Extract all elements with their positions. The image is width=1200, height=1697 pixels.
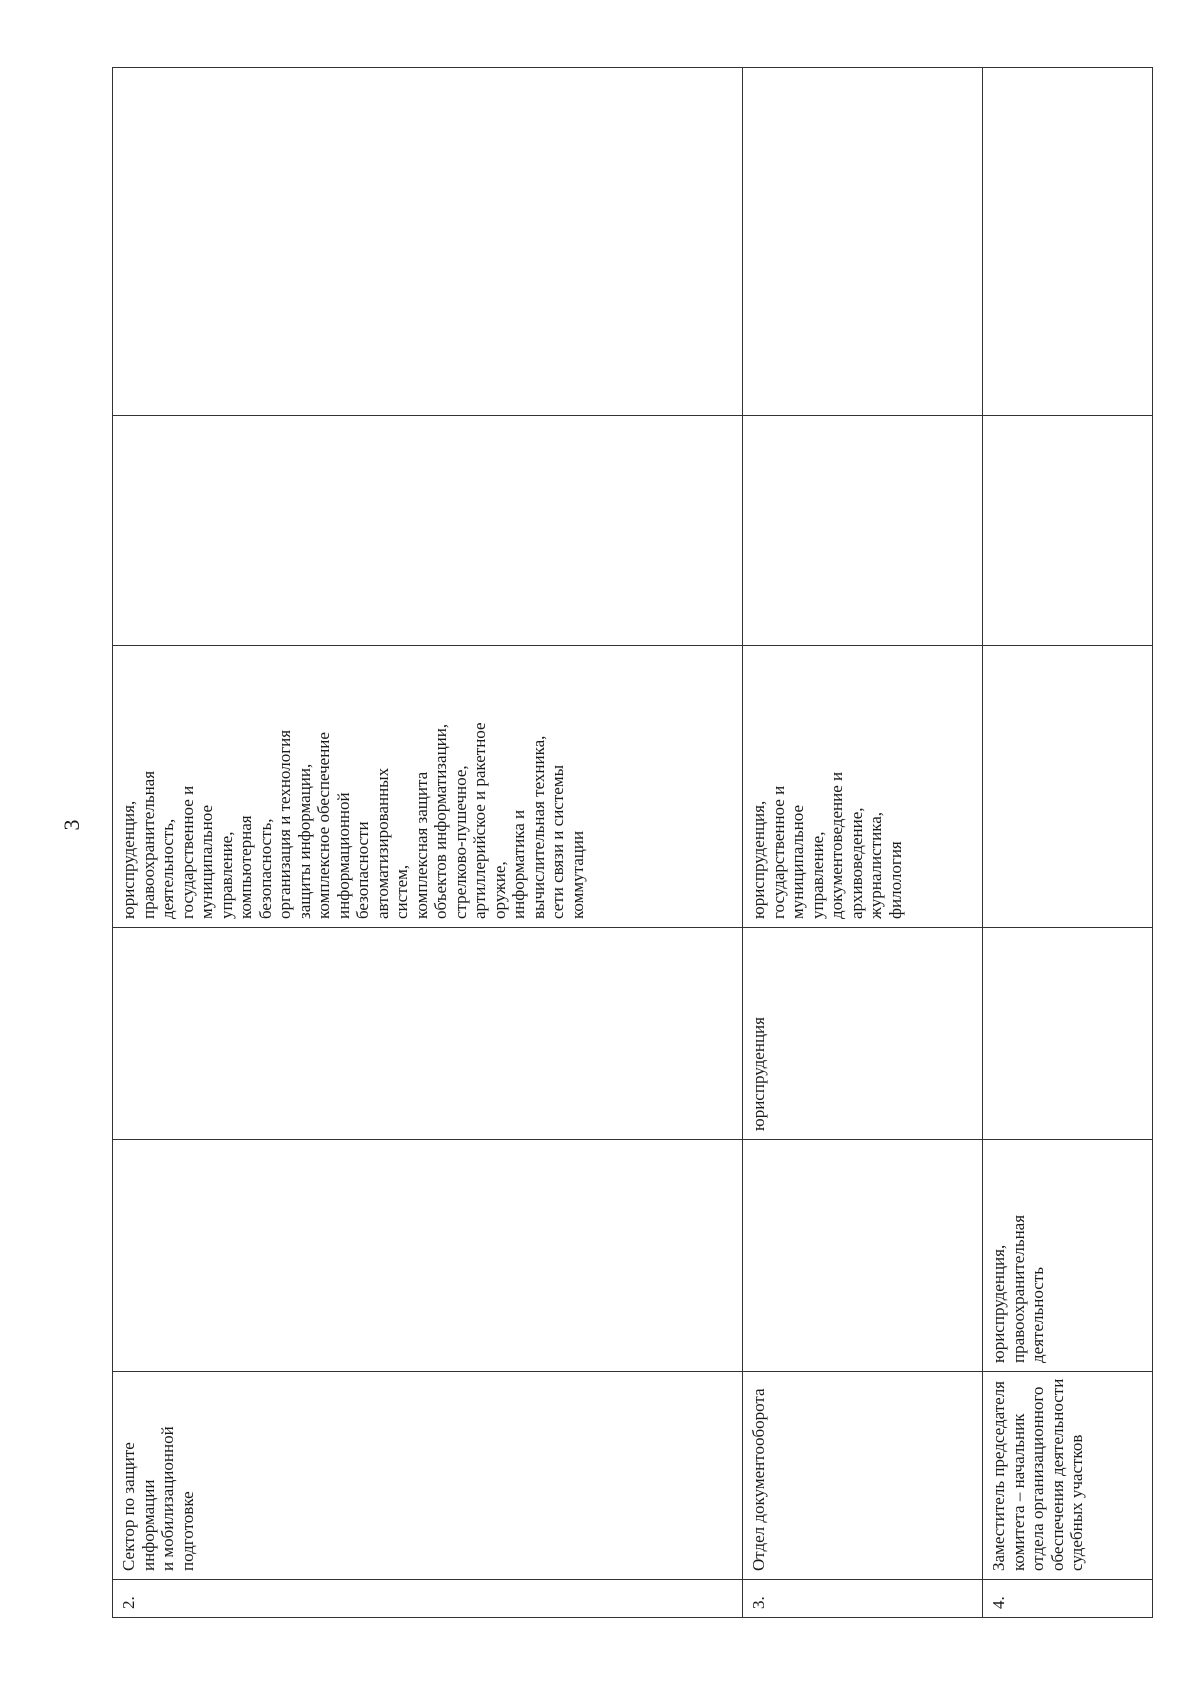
text-line: юриспруденция, [749, 800, 768, 919]
text-line: организация и технология [275, 729, 294, 919]
text-line: стрелково-пушечное, [450, 765, 470, 919]
text-line: защиты информации, [294, 763, 314, 919]
text-line: документоведение и [827, 771, 846, 919]
cell-col-e [983, 68, 1153, 416]
cell-col-d [113, 416, 743, 646]
cell-col-b [113, 928, 743, 1140]
text-line: муниципальное [788, 804, 807, 919]
page-number: 3 [59, 819, 84, 831]
department-name [113, 1372, 743, 1580]
text-line: архивоведение, [846, 807, 866, 919]
text-line: вычислительная техника, [528, 735, 548, 919]
cell-col-a [113, 1140, 743, 1372]
table-row [113, 68, 743, 1618]
text-line: юриспруденция, [119, 800, 138, 919]
text-line: филология [885, 841, 905, 919]
text-line: журналистика, [866, 812, 885, 919]
department-name [743, 1372, 983, 1580]
text-line: объектов информатизации, [431, 723, 450, 919]
text-line: обеспечения деятельности [1047, 1378, 1067, 1571]
cell-col-e [113, 68, 743, 416]
cell-col-c [113, 646, 743, 928]
text-line: отдела организационного [1028, 1386, 1047, 1571]
table-row [743, 68, 983, 1618]
text-line: безопасность, [255, 818, 275, 919]
text-line: юриспруденция, [989, 1244, 1008, 1363]
cell-col-d [983, 416, 1153, 646]
text-line: муниципальное [197, 804, 216, 919]
cell-col-a [983, 1140, 1153, 1372]
row-number: 4. [983, 1580, 1153, 1618]
text-line: информатика и [509, 809, 528, 919]
cell-col-c [743, 646, 983, 928]
text-line: информационной [333, 792, 353, 919]
text-line: правоохранительная [1008, 1214, 1028, 1363]
text-line: автоматизированных [372, 767, 392, 919]
cell-col-c [983, 646, 1153, 928]
row-number: 2. [113, 1580, 743, 1618]
text-line: и мобилизационной [158, 1426, 177, 1571]
text-line: государственное и [768, 785, 788, 919]
text-line: деятельность [1028, 1267, 1047, 1363]
text-line: подготовке [177, 1491, 197, 1571]
text-line: комплексное обеспечение [314, 732, 333, 919]
text-line: Заместитель председателя [989, 1381, 1008, 1571]
cell-col-a [743, 1140, 983, 1372]
rotated-table-wrapper [112, 68, 1152, 1618]
cell-col-d [743, 416, 983, 646]
text-line: комитета – начальник [1008, 1413, 1028, 1571]
text-line: деятельность, [158, 818, 177, 919]
cell-col-b [743, 928, 983, 1140]
text-line: государственное и [177, 785, 197, 919]
text-line: оружие, [489, 861, 509, 919]
table-row [983, 68, 1153, 1618]
row-number: 3. [743, 1580, 983, 1618]
text-line: правоохранительная [138, 770, 158, 919]
text-line: сети связи и системы [548, 765, 567, 919]
cell-col-e [743, 68, 983, 416]
text-line: комплексная защита [411, 771, 431, 919]
text-line: юриспруденция [749, 1017, 768, 1131]
text-line: управление, [216, 831, 236, 919]
department-name [983, 1372, 1153, 1580]
text-line: систем, [392, 864, 411, 919]
text-line: Отдел документооборота [749, 1388, 768, 1571]
text-line: информации [138, 1479, 158, 1571]
text-line: компьютерная [236, 815, 255, 919]
specialties-table [112, 67, 1153, 1618]
text-line: артиллерийское и ракетное [470, 722, 489, 919]
cell-col-b [983, 928, 1153, 1140]
text-line: управление, [807, 831, 827, 919]
text-line: Сектор по защите [119, 1442, 138, 1571]
text-line: безопасности [353, 821, 372, 919]
text-line: коммутации [567, 830, 587, 919]
text-line: судебных участков [1067, 1434, 1086, 1571]
